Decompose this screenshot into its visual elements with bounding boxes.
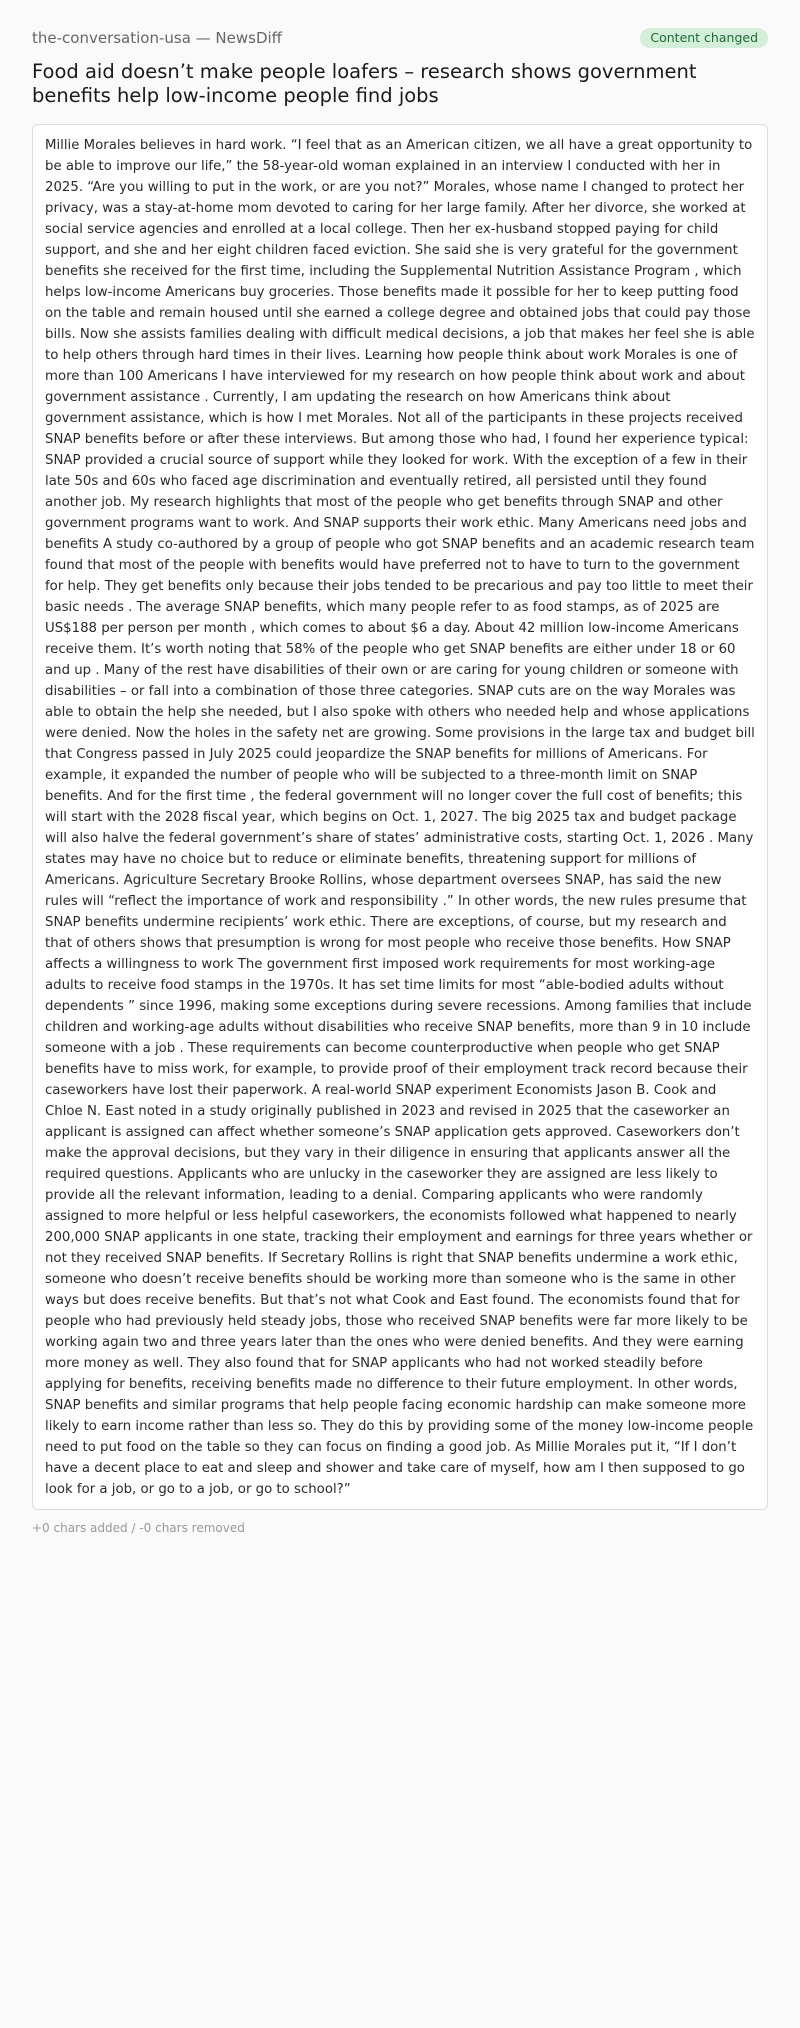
article-body-text: Millie Morales believes in hard work. “I feel that as an American citizen, we all have a great opportunity to be able to improve our life,” the 58-year-old woman explained in an interview I conducted with her in 2025. “Are you willing to put in the work, or are you not?” Morales, whose name I changed to protect her privacy, was a stay-at-home mom devoted to caring for her large family. After her divorce, she worked at social service agencies and enrolled at a local college. Then her ex-husband stopped paying for child support, and she and her eight children faced eviction. She said she is very grateful for the government benefits she received for the first time, including the Supplemental Nutrition Assistance Program , which helps low-income Americans buy groceries. Those benefits made it possible for her to keep putting food on the table and remain housed until she earned a college degree and obtained jobs that could pay those bills. Now she assists families dealing with difficult medical decisions, a job that makes her feel she is able to help others through hard times in their lives. Learning how people think about work Morales is one of more than 100 Americans I have interviewed for my research on how people think about work and about government assistance . Currently, I am updating the research on how Americans think about government assistance, which is how I met Morales. Not all of the participants in these projects received SNAP benefits before or after these interviews. But among those who had, I found her experience typical: SNAP provided a crucial source of support while they looked for work. With the exception of a few in their late 50s and 60s who faced age discrimination and eventually retired, all persisted until they found another job. My research highlights that most of the people who get benefits through SNAP and other government programs want to work. And SNAP supports their work ethic. Many Americans need jobs and benefits A study co-authored by a group of people who got SNAP benefits and an academic research team found that most of the people with benefits would have preferred not to have to turn to the government for help. They get benefits only because their jobs tended to be precarious and pay too little to meet their basic needs . The average SNAP benefits, which many people refer to as food stamps, as of 2025 are US$188 per person per month , which comes to about $6 a day. About 42 million low-income Americans receive them. It’s worth noting that 58% of the people who get SNAP benefits are either under 18 or 60 and up . Many of the rest have disabilities of their own or are caring for young children or someone with disabilities – or fall into a combination of those three categories. SNAP cuts are on the way Morales was able to obtain the help she needed, but I also spoke with others who needed help and whose applications were denied. Now the holes in the safety net are growing. Some provisions in the large tax and budget bill that Congress passed in July 2025 could jeopardize the SNAP benefits for millions of Americans. For example, it expanded the number of people who will be subjected to a three-month limit on SNAP benefits. And for the first time , the federal government will no longer cover the full cost of benefits; this will start with the 2028 fiscal year, which begins on Oct. 1, 2027. The big 2025 tax and budget package will also halve the federal government’s share of states’ administrative costs, starting Oct. 1, 2026 . Many states may have no choice but to reduce or eliminate benefits, threatening support for millions of Americans. Agriculture Secretary Brooke Rollins, whose department oversees SNAP, has said the new rules will “reflect the importance of work and responsibility .” In other words, the new rules presume that SNAP benefits undermine recipients’ work ethic. There are exceptions, of course, but my research and that of others shows that presumption is wrong for most people who receive those benefits. How SNAP affects a willingness to work The government first imposed work requirements for most working-age adults to receive food stamps in the 1970s. It has set time limits for most “able-bodied adults without dependents ” since 1996, making some exceptions during severe recessions. Among families that include children and working-age adults without disabilities who receive SNAP benefits, more than 9 in 10 include someone with a job . These requirements can become counterproductive when people who get SNAP benefits have to miss work, for example, to provide proof of their employment track record because their caseworkers have lost their paperwork. A real-world SNAP experiment Economists Jason B. Cook and Chloe N. East noted in a study originally published in 2023 and revised in 2025 that the caseworker an applicant is assigned can affect whether someone’s SNAP application gets approved. Caseworkers don’t make the approval decisions, but they vary in their diligence in ensuring that applicants answer all the required questions. Applicants who are unlucky in the caseworker they are assigned are less likely to provide all the relevant information, leading to a denial. Comparing applicants who were randomly assigned to more helpful or less helpful caseworkers, the economists followed what happened to nearly 200,000 SNAP applicants in one state, tracking their employment and earnings for three years whether or not they received SNAP benefits. If Secretary Rollins is right that SNAP benefits undermine a work ethic, someone who doesn’t receive benefits should be working more than someone who is the same in other ways but does receive benefits. But that’s not what Cook and East found. The economists found that for people who had previously held steady jobs, those who received SNAP benefits were far more likely to be working again two and three years later than the ones who were denied benefits. And they were earning more money as well. They also found that for SNAP applicants who had not worked steadily before applying for benefits, receiving benefits made no difference to their future employment. In other words, SNAP benefits and similar programs that help people facing economic hardship can make someone more likely to earn income rather than less so. They do this by providing some of the money low-income people need to put food on the table so they can focus on finding a good job. As Millie Morales put it, “If I don’t have a decent place to eat and sleep and shower and take care of myself, how am I then supposed to go look for a job, or go to a job, or go to school?” bbox=[45, 138, 755, 1497]
diff-stats: +0 chars added / -0 chars removed bbox=[32, 1521, 245, 1535]
article-body-box bbox=[32, 124, 768, 1510]
source-label: the-conversation-usa — NewsDiff bbox=[32, 29, 283, 47]
article-title: Food aid doesn’t make people loafers – research shows government benefits help low-income people find jobs bbox=[32, 60, 697, 107]
header bbox=[32, 28, 768, 48]
status-badge: Content changed bbox=[640, 28, 768, 48]
